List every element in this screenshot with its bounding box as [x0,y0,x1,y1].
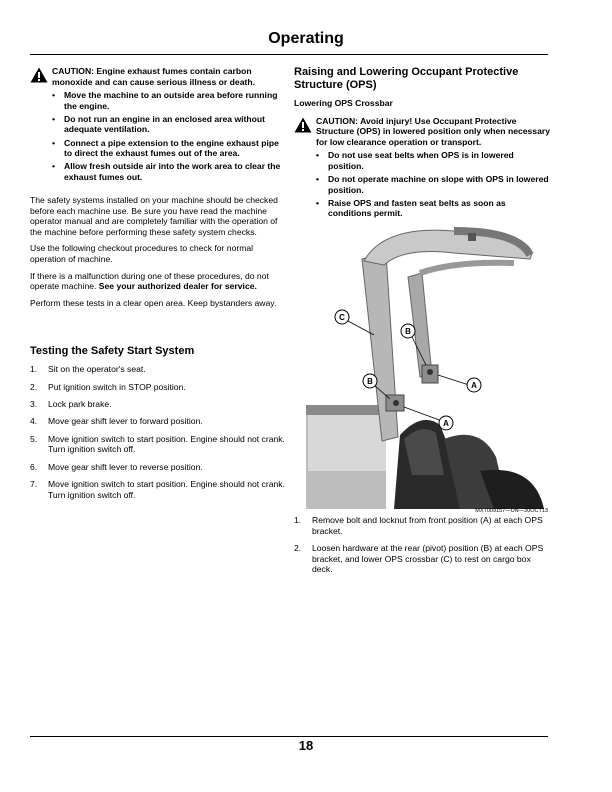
step-text: Move gear shift lever to reverse position. [48,461,203,472]
list-item [30,434,286,455]
step-number: 2. [30,381,38,392]
dealer-service-note: See your authorized dealer for service. [98,281,257,292]
list-item [30,416,286,427]
paragraph: Use the following checkout procedures to check for normal operation of machine. [30,243,254,264]
list-item: • Allow fresh outside air into the work area to clear the exhaust fumes out. [30,161,286,182]
list-item [30,462,286,473]
caution-text: CAUTION: Engine exhaust fumes contain carbon monoxide and can cause serious illness or death. [52,66,255,87]
step-number: 1. [30,364,38,375]
paragraph: Perform these tests in a clear open area. Keep bystanders away. [30,297,277,308]
callout-c: C [339,312,345,322]
list-item [30,479,286,500]
list-item: • Move the machine to an outside area before running the engine. [30,90,286,111]
figure-code: MXT009157—UN—30OCT13 [475,508,548,515]
step-number: 2. [294,542,302,553]
right-column [294,66,550,582]
list-item [30,382,286,393]
warning-triangle-icon [294,117,312,133]
callout-a: A [443,418,449,428]
ops-caution [294,116,550,148]
section-heading: Raising and Lowering Occupant Protective Structure (OPS) [294,66,519,91]
footer-rule [30,736,548,737]
callout-b: B [405,326,411,336]
callout-b: B [367,376,373,386]
section-heading: Testing the Safety Start System [30,345,195,358]
step-text: Sit on the operator's seat. [48,364,146,375]
step-number: 1. [294,514,302,525]
list-item [294,543,550,575]
subheading: Lowering OPS Crossbar [294,98,393,108]
step-text: Put ignition switch in STOP position. [48,381,186,392]
paragraph: The safety systems installed on your machine should be checked before each machine use. Be sure you have read the machine operator manual and are completely familiar with the operation of the machine before performing these safety system checks. [30,194,278,237]
warning-triangle-icon [30,67,48,83]
header-rule [30,54,548,55]
list-item [30,399,286,410]
safety-start-steps [30,364,286,500]
step-text: Remove bolt and locknut from front position (A) at each OPS bracket. [312,514,543,536]
caution-text: CAUTION: Avoid injury! Use Occupant Protective Structure (OPS) in lowered position only when necessary for low clearance operation or transport. [316,115,550,147]
paragraph-text: If there is a malfunction during one of these procedures, do not operate machine. [30,270,269,292]
ops-crossbar-illustration [304,225,548,509]
step-number: 7. [30,479,38,490]
list-item: • Connect a pipe extension to the engine exhaust pipe to direct the exhaust fumes out of the area. [30,138,286,159]
paragraph [30,271,286,292]
step-text: Loosen hardware at the rear (pivot) position (B) at each OPS bracket, and lower OPS crossbar (C) to rest on cargo box deck. [312,542,544,575]
list-item: • Do not use seat belts when OPS is in lowered position. [294,150,550,171]
ops-figure [304,225,548,515]
page-title: Operating [268,30,344,47]
list-item: • Do not run an engine in an enclosed area without adequate ventilation. [30,114,286,135]
ops-steps [294,515,550,575]
step-text: Move ignition switch to start position. Engine should not crank. Turn ignition switch off. [48,479,285,500]
list-item: • Do not operate machine on slope with OPS in lowered position. [294,174,550,195]
caution-bullet-list [294,150,550,219]
step-number: 5. [30,433,38,444]
step-text: Lock park brake. [48,399,112,410]
step-text: Move gear shift lever to forward position. [48,416,203,427]
list-item [30,364,286,375]
list-item: • Raise OPS and fasten seat belts as soon as conditions permit. [294,198,550,219]
step-text: Move ignition switch to start position. Engine should not crank. Turn ignition switch off. [48,433,285,455]
left-column [30,66,286,507]
step-number: 4. [30,416,38,427]
exhaust-caution [30,66,286,87]
callout-a: A [471,380,477,390]
caution-bullet-list [30,90,286,182]
page-number: 18 [298,738,314,753]
step-number: 6. [30,461,38,472]
list-item [294,515,550,536]
step-number: 3. [30,399,38,410]
